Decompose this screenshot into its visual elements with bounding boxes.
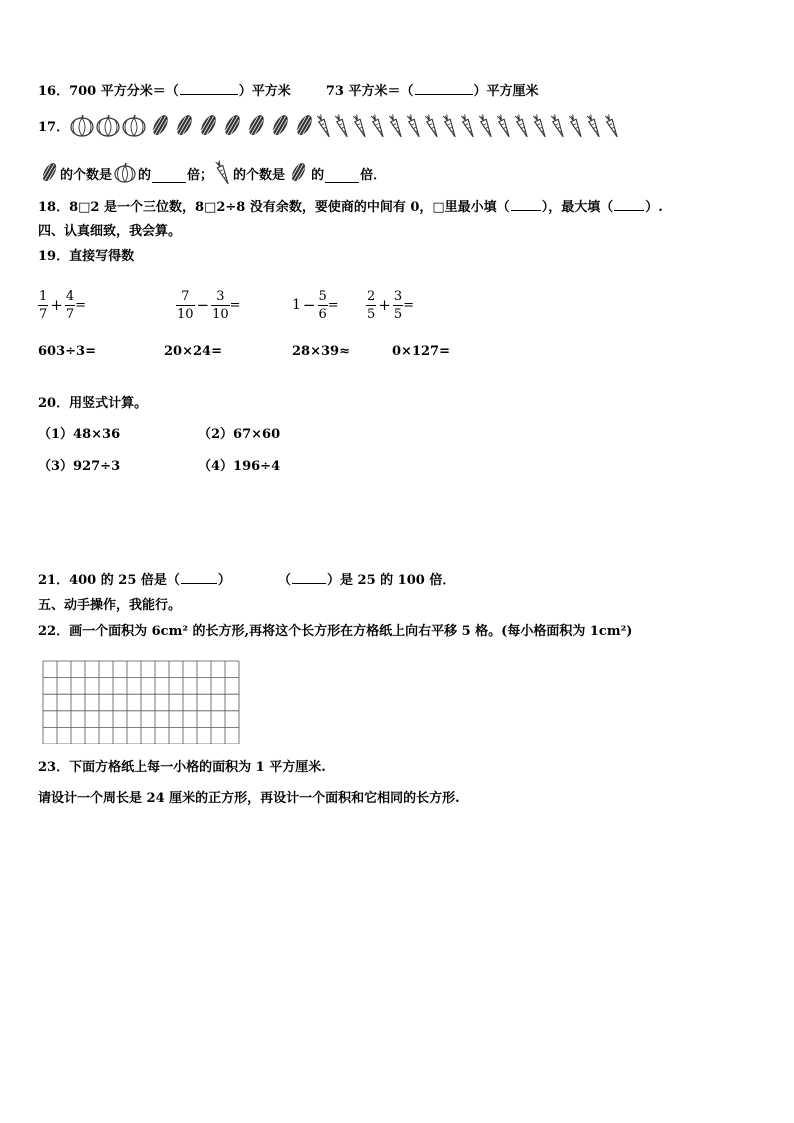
carrot-icon	[568, 113, 584, 143]
carrot-icon	[532, 113, 548, 143]
q23-line-2: 请设计一个周长是 24 厘米的正方形，再设计一个面积和它相同的长方形.	[38, 791, 460, 806]
section-4-heading: 四、认真细致，我会算。	[38, 224, 182, 239]
q19-calc-4: 0×127=	[392, 344, 450, 359]
q18-blank-min[interactable]	[511, 198, 541, 211]
q17-text-2: 的	[138, 168, 152, 183]
q20-title: 20．用竖式计算。	[38, 396, 148, 411]
q16-b-blank[interactable]	[415, 82, 473, 95]
corn-icon	[220, 113, 244, 143]
carrot-icon	[215, 160, 231, 192]
carrot-icon	[388, 113, 404, 143]
pumpkin-icon	[114, 163, 136, 189]
q16-a-unit: 平方分米＝（	[100, 84, 179, 99]
q20-item-4: （4）196÷4	[198, 459, 281, 474]
question-18	[38, 198, 663, 217]
carrot-icon	[478, 113, 494, 143]
q19-fraction-1: $\frac{1}{7}$ + $\frac{4}{7}$ =	[39, 288, 87, 322]
question-16	[38, 82, 539, 101]
q18-end: ）.	[645, 200, 663, 215]
carrot-icon	[586, 113, 602, 143]
question-21	[38, 571, 455, 590]
q16-a-value: 700	[69, 84, 97, 99]
q18-blank-max[interactable]	[614, 198, 644, 211]
q16-number: 16．	[38, 84, 70, 99]
q19-fraction-4: $\frac{2}{5}$ + $\frac{3}{5}$ =	[367, 288, 415, 322]
q21-blank-a[interactable]	[181, 571, 217, 584]
carrot-icon	[352, 113, 368, 143]
q20-item-2: （2）67×60	[198, 427, 281, 442]
q23-line-1: 23．下面方格纸上每一小格的面积为 1 平方厘米.	[38, 760, 326, 775]
carrot-icon	[316, 113, 332, 143]
corn-icon	[292, 113, 316, 143]
q17-text-5: 的	[311, 168, 325, 183]
q18-mid: ），最大填（	[541, 200, 614, 215]
pumpkin-icon	[96, 115, 120, 141]
q18-text: 18．8□2 是一个三位数，8□2÷8 没有余数，要使商的中间有 0，□里最小填（	[38, 200, 510, 215]
carrot-icon	[604, 113, 620, 143]
q17-question-line	[38, 160, 386, 192]
q19-calc-2: 20×24=	[164, 344, 222, 359]
carrot-icon	[496, 113, 512, 143]
carrot-icon	[424, 113, 440, 143]
q19-fraction-2: $\frac{7}{10}$ − $\frac{3}{10}$ =	[177, 288, 241, 322]
grid-svg[interactable]	[42, 660, 240, 744]
q17-text-1: 的个数是	[60, 168, 113, 183]
pumpkin-icon	[70, 115, 94, 141]
carrot-icon	[370, 113, 386, 143]
q19-calc-1: 603÷3=	[38, 344, 96, 359]
q17-blank-2[interactable]	[325, 170, 359, 183]
q20-item-3: （3）927÷3	[38, 459, 121, 474]
q19-calc-3: 28×39≈	[292, 344, 350, 359]
carrot-icon	[442, 113, 458, 143]
corn-icon	[38, 161, 60, 191]
q17-text-3: 倍；	[187, 168, 214, 183]
q22-text: 22．画一个面积为 6cm² 的长方形,再将这个长方形在方格纸上向右平移 5 格。(每小格面积为 1cm²)	[38, 624, 633, 639]
q21-part-a: 21．400 的 25 倍是（	[38, 573, 180, 588]
carrot-icon	[460, 113, 476, 143]
q17-blank-1[interactable]	[152, 170, 186, 183]
q21-part-b: （	[277, 573, 291, 588]
q16-b-after: ）平方厘米	[473, 84, 539, 99]
q19-title: 19．直接写得数	[38, 249, 135, 264]
q21-blank-b[interactable]	[292, 571, 326, 584]
section-5-heading: 五、动手操作，我能行。	[38, 598, 182, 613]
corn-icon	[268, 113, 292, 143]
corn-icon	[148, 113, 172, 143]
pumpkin-icon	[122, 115, 146, 141]
q21-part-a-end: ）	[217, 573, 231, 588]
q17-icon-row	[70, 114, 622, 142]
corn-icon	[244, 113, 268, 143]
q17-text-6: 倍．	[360, 168, 387, 183]
corn-icon	[172, 113, 196, 143]
q22-grid-paper[interactable]	[42, 660, 240, 748]
carrot-icon	[406, 113, 422, 143]
q17-text-4: 的个数是	[233, 168, 286, 183]
q17-number: 17．	[38, 120, 70, 135]
corn-icon	[287, 161, 309, 191]
q19-fraction-3: 1 − $\frac{5}{6}$ =	[292, 288, 339, 322]
q16-a-after: ）平方米	[238, 84, 291, 99]
q16-b-unit: 平方米＝（	[348, 84, 414, 99]
carrot-icon	[550, 113, 566, 143]
corn-icon	[196, 113, 220, 143]
q16-a-blank[interactable]	[180, 82, 238, 95]
q20-item-1: （1）48×36	[38, 427, 121, 442]
carrot-icon	[514, 113, 530, 143]
q21-part-b-end: ）是 25 的 100 倍．	[327, 573, 456, 588]
carrot-icon	[334, 113, 350, 143]
q16-b-value: 73	[325, 84, 344, 99]
